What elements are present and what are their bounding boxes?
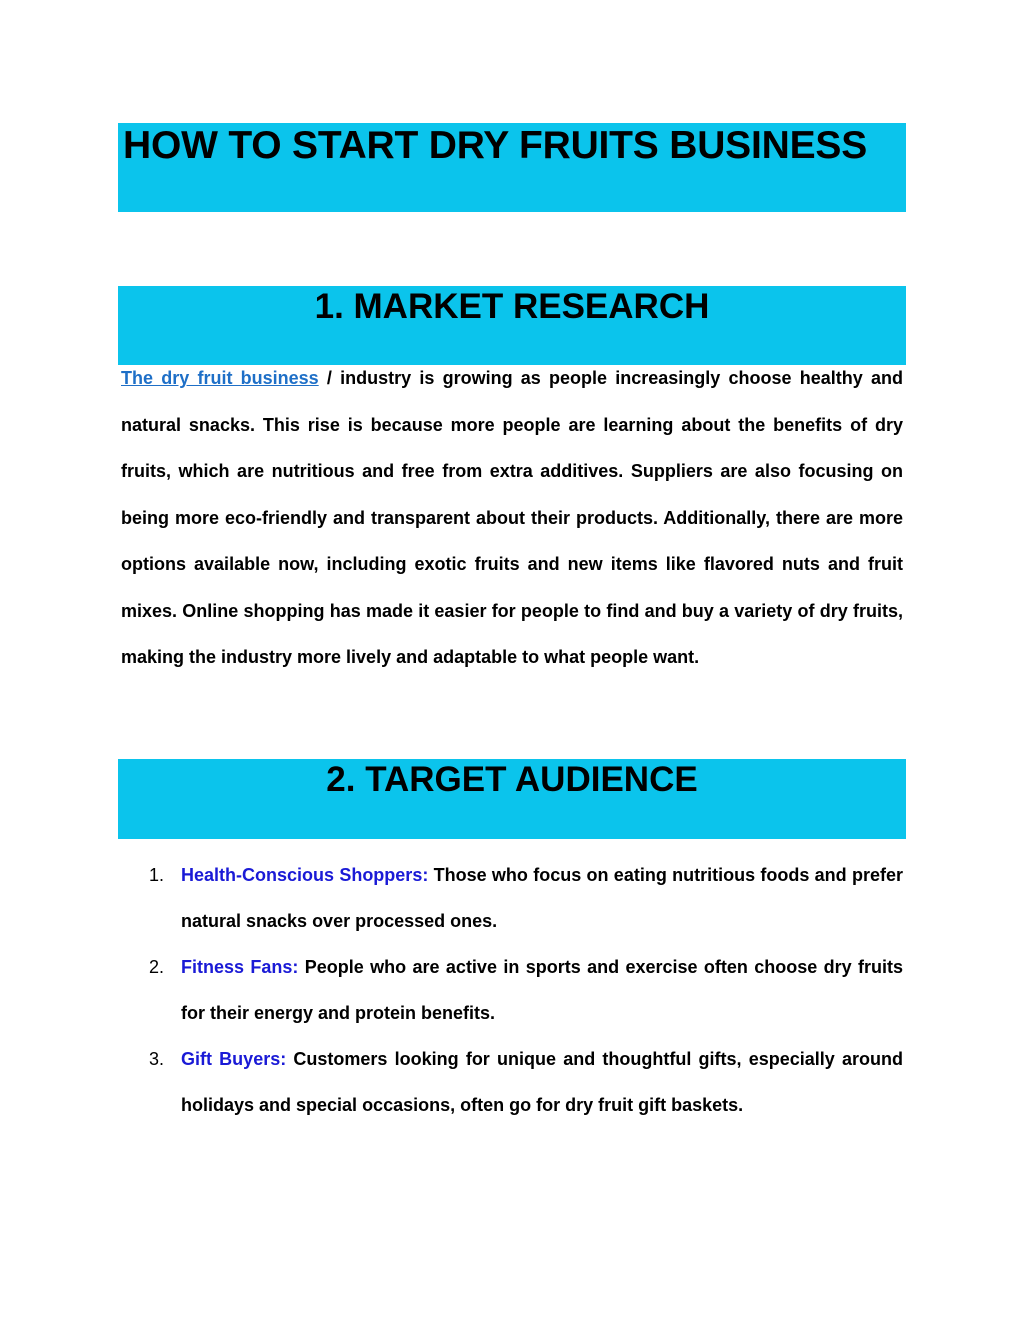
list-item-term: Fitness Fans: (181, 957, 299, 977)
target-audience-list (140, 852, 903, 1128)
section-banner-market-research (118, 286, 906, 365)
list-item-text: Customers looking for unique and thoughtful gifts, especially around holidays and special occasions, often go for dry fruit gift baskets. (181, 1049, 903, 1115)
list-item-term: Health-Conscious Shoppers: (181, 865, 429, 885)
list-item-number: 3. (149, 1049, 165, 1069)
list-item-text: Those who focus on eating nutritious foods and prefer natural snacks over processed ones. (181, 865, 903, 931)
list-item (140, 1036, 903, 1128)
market-research-paragraph (121, 355, 903, 681)
list-item-text: People who are active in sports and exercise often choose dry fruits for their energy and protein benefits. (181, 957, 904, 1023)
section-heading-market-research: 1. MARKET RESEARCH (314, 287, 710, 326)
dry-fruit-business-link[interactable]: The dry fruit business (121, 368, 319, 388)
title-banner (118, 123, 906, 212)
list-item (140, 852, 903, 944)
page-title: HOW TO START DRY FRUITS BUSINESS (123, 124, 868, 167)
list-item (140, 944, 903, 1036)
list-item-number: 1. (149, 865, 165, 885)
section-heading-target-audience: 2. TARGET AUDIENCE (326, 760, 698, 799)
section-banner-target-audience (118, 759, 906, 839)
market-research-text: / industry is growing as people increasingly choose healthy and natural snacks. This rise is because more people are learning about the benefits of dry fruits, which are nutritious and free from extra additives. Suppliers are also focusing on being more eco-friendly and transparent about their products. Additionally, there are more options available now, including exotic fruits and new items like flavored nuts and fruit mixes. Online shopping has made it easier for people to find and buy a variety of dry fruits, making the industry more lively and adaptable to what people want. (121, 368, 903, 667)
list-item-term: Gift Buyers: (181, 1049, 287, 1069)
list-item-number: 2. (149, 957, 165, 977)
